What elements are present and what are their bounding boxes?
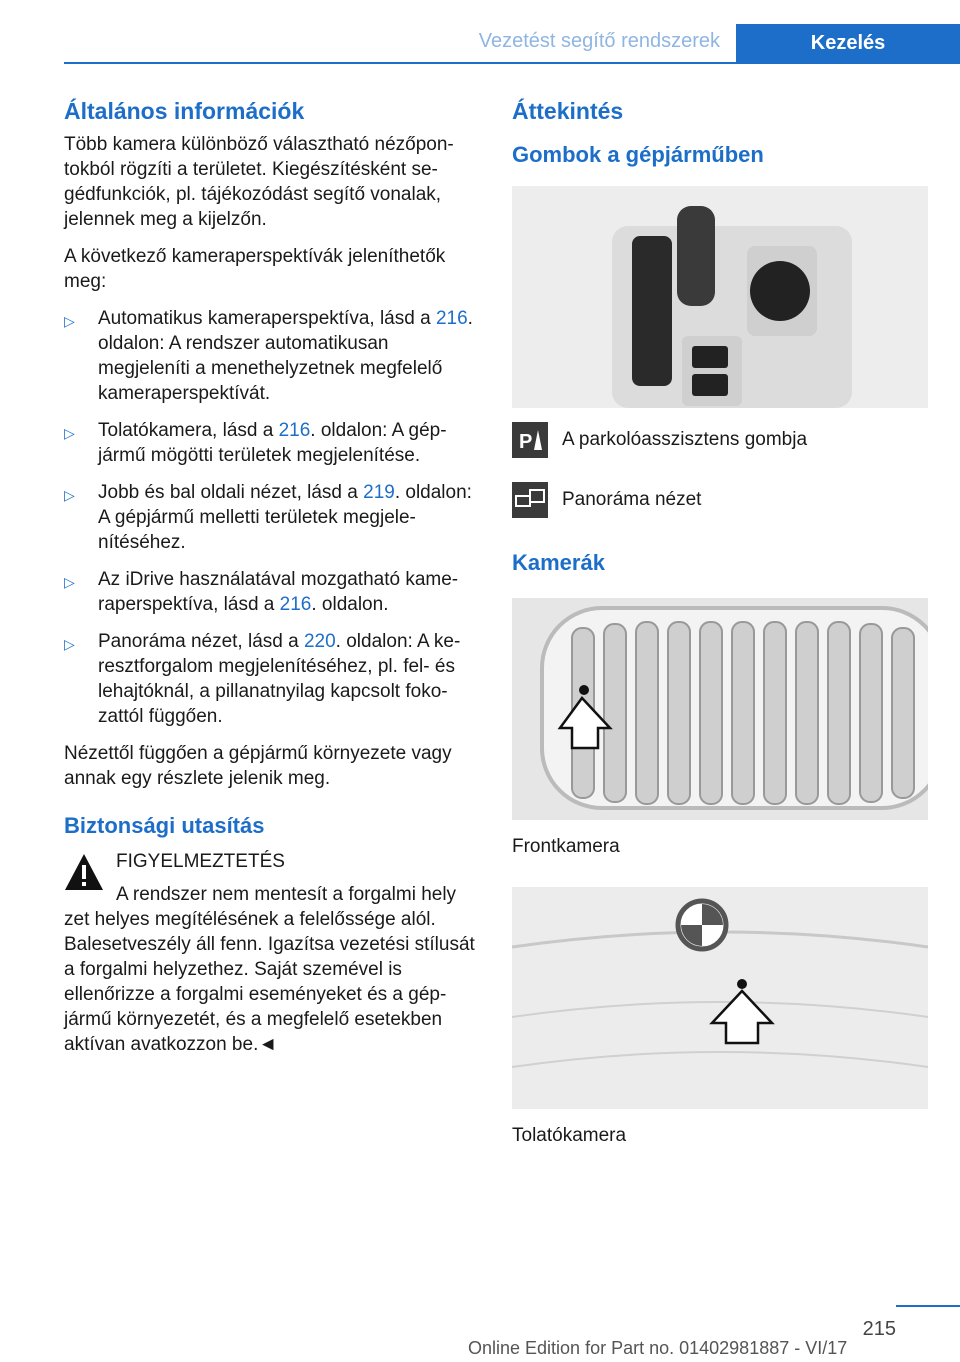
warning-line1: A rendszer nem mentesít a forgalmi hely <box>116 884 457 905</box>
page-link[interactable]: 216 <box>279 594 312 615</box>
legend-park-assist-label: A parkolóasszisztens gombja <box>562 429 808 450</box>
page-number: 215 <box>862 1318 896 1340</box>
footer-edition: Online Edition for Part no. 01402981887 - VI/17 <box>468 1338 848 1358</box>
heading-overview: Áttekintés <box>512 98 624 124</box>
triangle-bullet-icon: ▷ <box>64 425 75 441</box>
heading-buttons: Gombok a gépjárműben <box>512 142 764 167</box>
paragraph-perspectives: A következő kameraperspektívák jeleníthetők meg: <box>64 246 446 292</box>
paragraph-intro: Több kamera különböző választható nézőpontokból rögzíti a területet. Kiegészítésként segédfunkciók, pl. tájékozódást segítő vonalak, jelennek meg a kijelzőn. <box>64 134 454 230</box>
page-link[interactable]: 219 <box>363 482 395 503</box>
triangle-bullet-icon: ▷ <box>64 313 75 329</box>
right-column <box>512 96 928 1176</box>
front-camera-image <box>512 598 928 820</box>
list-item: ▷ Jobb és bal oldali nézet, lásd a 219. oldalon: A gépjármű melletti területek megjelenítéséhez. <box>64 482 472 553</box>
warning-block <box>64 849 479 1057</box>
heading-general-info: Általános információk <box>64 98 305 124</box>
list-item: ▷ Automatikus kameraperspektíva, lásd a 216. oldalon: A rendszer automatikusan megjeleníti a menethelyzetnek megfelelő kameraperspektívát. <box>64 308 473 404</box>
warning-text: zet helyes megítélésének a felelőssége alól. Balesetveszély áll fenn. Igazítsa vezetési stílusát a forgalmi helyzethez. Saját szemével is ellenőrizze a forgalmi eseményeket és a gépjármű környezetét, és a megfelelő esetekben aktívan avatkozzon be.◄ <box>64 909 475 1055</box>
header-tab: Kezelés <box>736 24 960 62</box>
center-console-image <box>512 186 928 408</box>
legend-panorama-label: Panoráma nézet <box>562 489 702 510</box>
svg-text:P: P <box>519 431 533 453</box>
caption-rear-camera: Tolatókamera <box>512 1125 627 1146</box>
list-item: ▷ Az iDrive használatával mozgatható kameraperspektíva, lásd a 216. oldalon. <box>64 569 459 615</box>
triangle-bullet-icon: ▷ <box>64 574 75 590</box>
triangle-bullet-icon: ▷ <box>64 487 75 503</box>
rear-camera-image <box>512 887 928 1109</box>
page-link[interactable]: 216 <box>435 308 468 329</box>
perspective-list <box>64 306 479 729</box>
header-section-title: Vezetést segítő rendszerek <box>478 30 720 52</box>
list-item: ▷ Tolatókamera, lásd a 216. oldalon: A gépjármű mögötti területek megjelenítése. <box>64 420 447 466</box>
legend-panorama <box>512 482 928 518</box>
left-column <box>64 96 479 1057</box>
heading-cameras: Kamerák <box>512 550 605 575</box>
warning-triangle-icon <box>64 853 104 891</box>
header-rule <box>64 62 960 64</box>
triangle-bullet-icon: ▷ <box>64 636 75 652</box>
panorama-view-icon <box>512 482 548 518</box>
page-link[interactable]: 220 <box>303 631 336 652</box>
park-assist-button-icon <box>512 422 548 458</box>
paragraph-view: Nézettől függően a gépjármű környezete vagy annak egy részlete jelenik meg. <box>64 743 452 789</box>
warning-title: FIGYELMEZTETÉS <box>116 851 285 872</box>
caption-front-camera: Frontkamera <box>512 836 620 857</box>
heading-safety: Biztonsági utasítás <box>64 813 265 838</box>
footer-rule <box>896 1305 960 1307</box>
page-link[interactable]: 216 <box>278 420 311 441</box>
list-item: ▷ Panoráma nézet, lásd a 220. oldalon: A keresztforgalom megjelenítéséhez, pl. fel- és lehajtóknál, a pillanatnyilag kapcsolt fokozattól függően. <box>64 631 461 727</box>
legend-park-assist <box>512 422 928 458</box>
